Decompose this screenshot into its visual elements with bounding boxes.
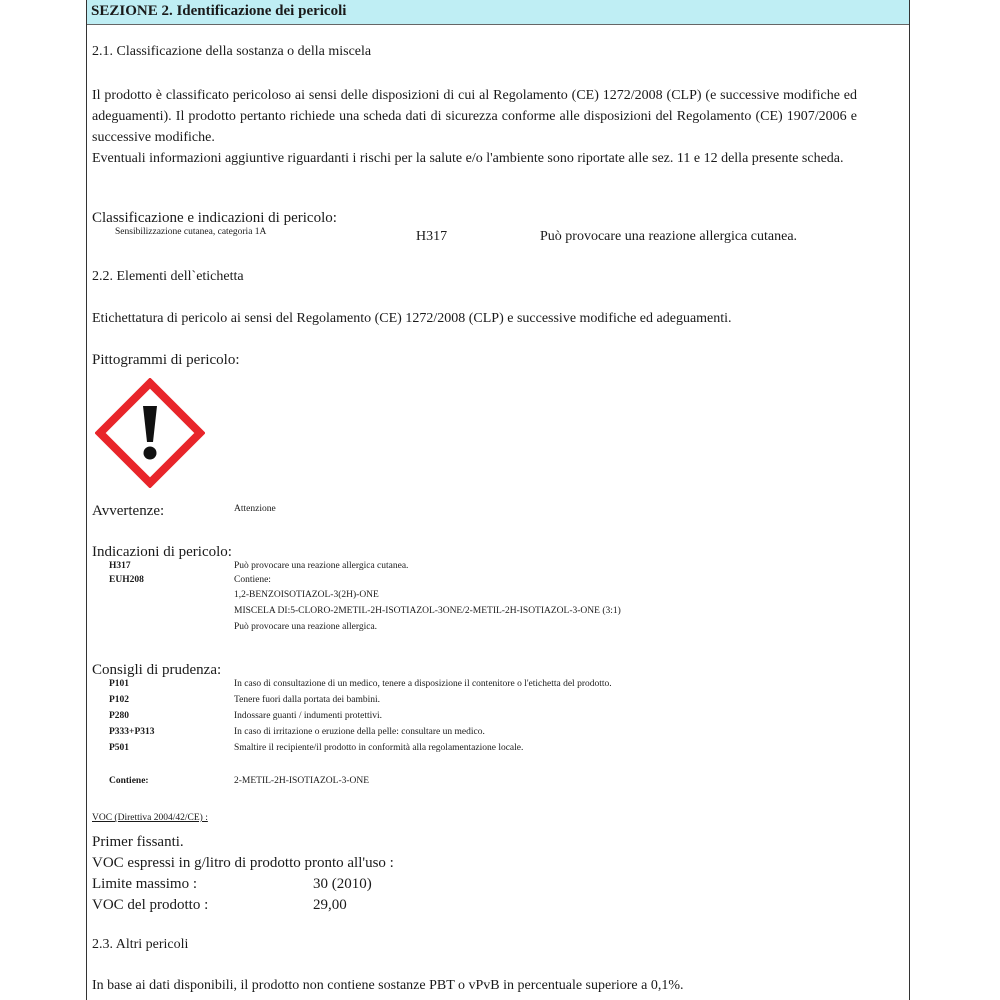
- warning-value: Attenzione: [234, 504, 276, 514]
- hazard-statements-label: Indicazioni di pericolo:: [92, 544, 232, 560]
- precaution-code: P102: [109, 695, 130, 705]
- contains-label: Contiene:: [109, 776, 149, 786]
- classification-label: Classificazione e indicazioni di pericolo:: [92, 210, 337, 226]
- exclamation-mark-ghs07-icon: [95, 378, 205, 488]
- hazard-code: H317: [109, 561, 131, 571]
- labelling-text: Etichettatura di pericolo ai sensi del Regolamento (CE) 1272/2008 (CLP) e successive modifiche ed adeguamenti.: [92, 311, 732, 326]
- precaution-code: P280: [109, 711, 130, 721]
- pictograms-label: Pittogrammi di pericolo:: [92, 352, 240, 368]
- voc-limit-label: Limite massimo :: [92, 876, 197, 892]
- classification-code: H317: [416, 229, 448, 244]
- section-2-3-title: 2.3. Altri pericoli: [92, 937, 189, 952]
- hazard-text: 1,2-BENZOISOTIAZOL-3(2H)-ONE: [234, 590, 379, 600]
- precaution-code: P501: [109, 743, 130, 753]
- voc-unit-line: VOC espressi in g/litro di prodotto pronto all'uso :: [92, 855, 394, 871]
- precautionary-statements-label: Consigli di prudenza:: [92, 662, 222, 678]
- hazard-text: Può provocare una reazione allergica cutanea.: [234, 561, 409, 571]
- precaution-text: Smaltire il recipiente/il prodotto in conformità alla regolamentazione locale.: [234, 743, 524, 753]
- contains-value: 2-METIL-2H-ISOTIAZOL-3-ONE: [234, 776, 370, 786]
- hazard-text: Può provocare una reazione allergica.: [234, 622, 378, 632]
- warning-label: Avvertenze:: [92, 503, 165, 519]
- section-header: [87, 0, 909, 25]
- hazard-code: EUH208: [109, 575, 144, 585]
- other-hazards-text: In base ai dati disponibili, il prodotto non contiene sostanze PBT o vPvB in percentuale superiore a 0,1%.: [92, 978, 684, 993]
- voc-product-value: 29,00: [313, 897, 347, 913]
- voc-limit-value: 30 (2010): [313, 876, 372, 892]
- classification-text: Può provocare una reazione allergica cutanea.: [540, 229, 798, 244]
- hazard-text: MISCELA DI:5-CLORO-2METIL-2H-ISOTIAZOL-3ONE/2-METIL-2H-ISOTIAZOL-3-ONE (3:1): [234, 606, 621, 616]
- exclamation-dot: [144, 447, 157, 460]
- precaution-code: P101: [109, 679, 130, 689]
- section-2-1-paragraph-2: Eventuali informazioni aggiuntive riguardanti i rischi per la salute e/o l'ambiente sono riportate alle sez. 11 e 12 della presente scheda.: [92, 151, 844, 166]
- precaution-text: In caso di irritazione o eruzione della pelle: consultare un medico.: [234, 727, 485, 737]
- voc-product-label: VOC del prodotto :: [92, 897, 209, 913]
- section-2-1-paragraph-1: Il prodotto è classificato pericoloso ai sensi delle disposizioni di cui al Regolamento (CE) 1272/2008 (CLP) (e successive modifiche ed adeguamenti). Il prodotto pertanto richiede una scheda dati di sicurezza conforme alle disposizioni del Regolamento (CE) 1907/2006 e successive modifiche.: [92, 88, 857, 145]
- precaution-code: P333+P313: [109, 727, 155, 737]
- section-header-title: SEZIONE 2. Identificazione dei pericoli: [91, 3, 347, 19]
- precaution-text: In caso di consultazione di un medico, tenere a disposizione il contenitore o l'etichetta del prodotto.: [234, 679, 612, 689]
- voc-title: VOC (Direttiva 2004/42/CE) :: [92, 813, 208, 823]
- voc-category: Primer fissanti.: [92, 834, 184, 850]
- section-2-2-title: 2.2. Elementi dell`etichetta: [92, 269, 244, 284]
- classification-category: Sensibilizzazione cutanea, categoria 1A: [115, 227, 267, 237]
- precaution-text: Indossare guanti / indumenti protettivi.: [234, 711, 383, 721]
- precaution-text: Tenere fuori dalla portata dei bambini.: [234, 695, 380, 705]
- hazard-text: Contiene:: [234, 575, 271, 585]
- section-2-1-title: 2.1. Classificazione della sostanza o della miscela: [92, 44, 372, 59]
